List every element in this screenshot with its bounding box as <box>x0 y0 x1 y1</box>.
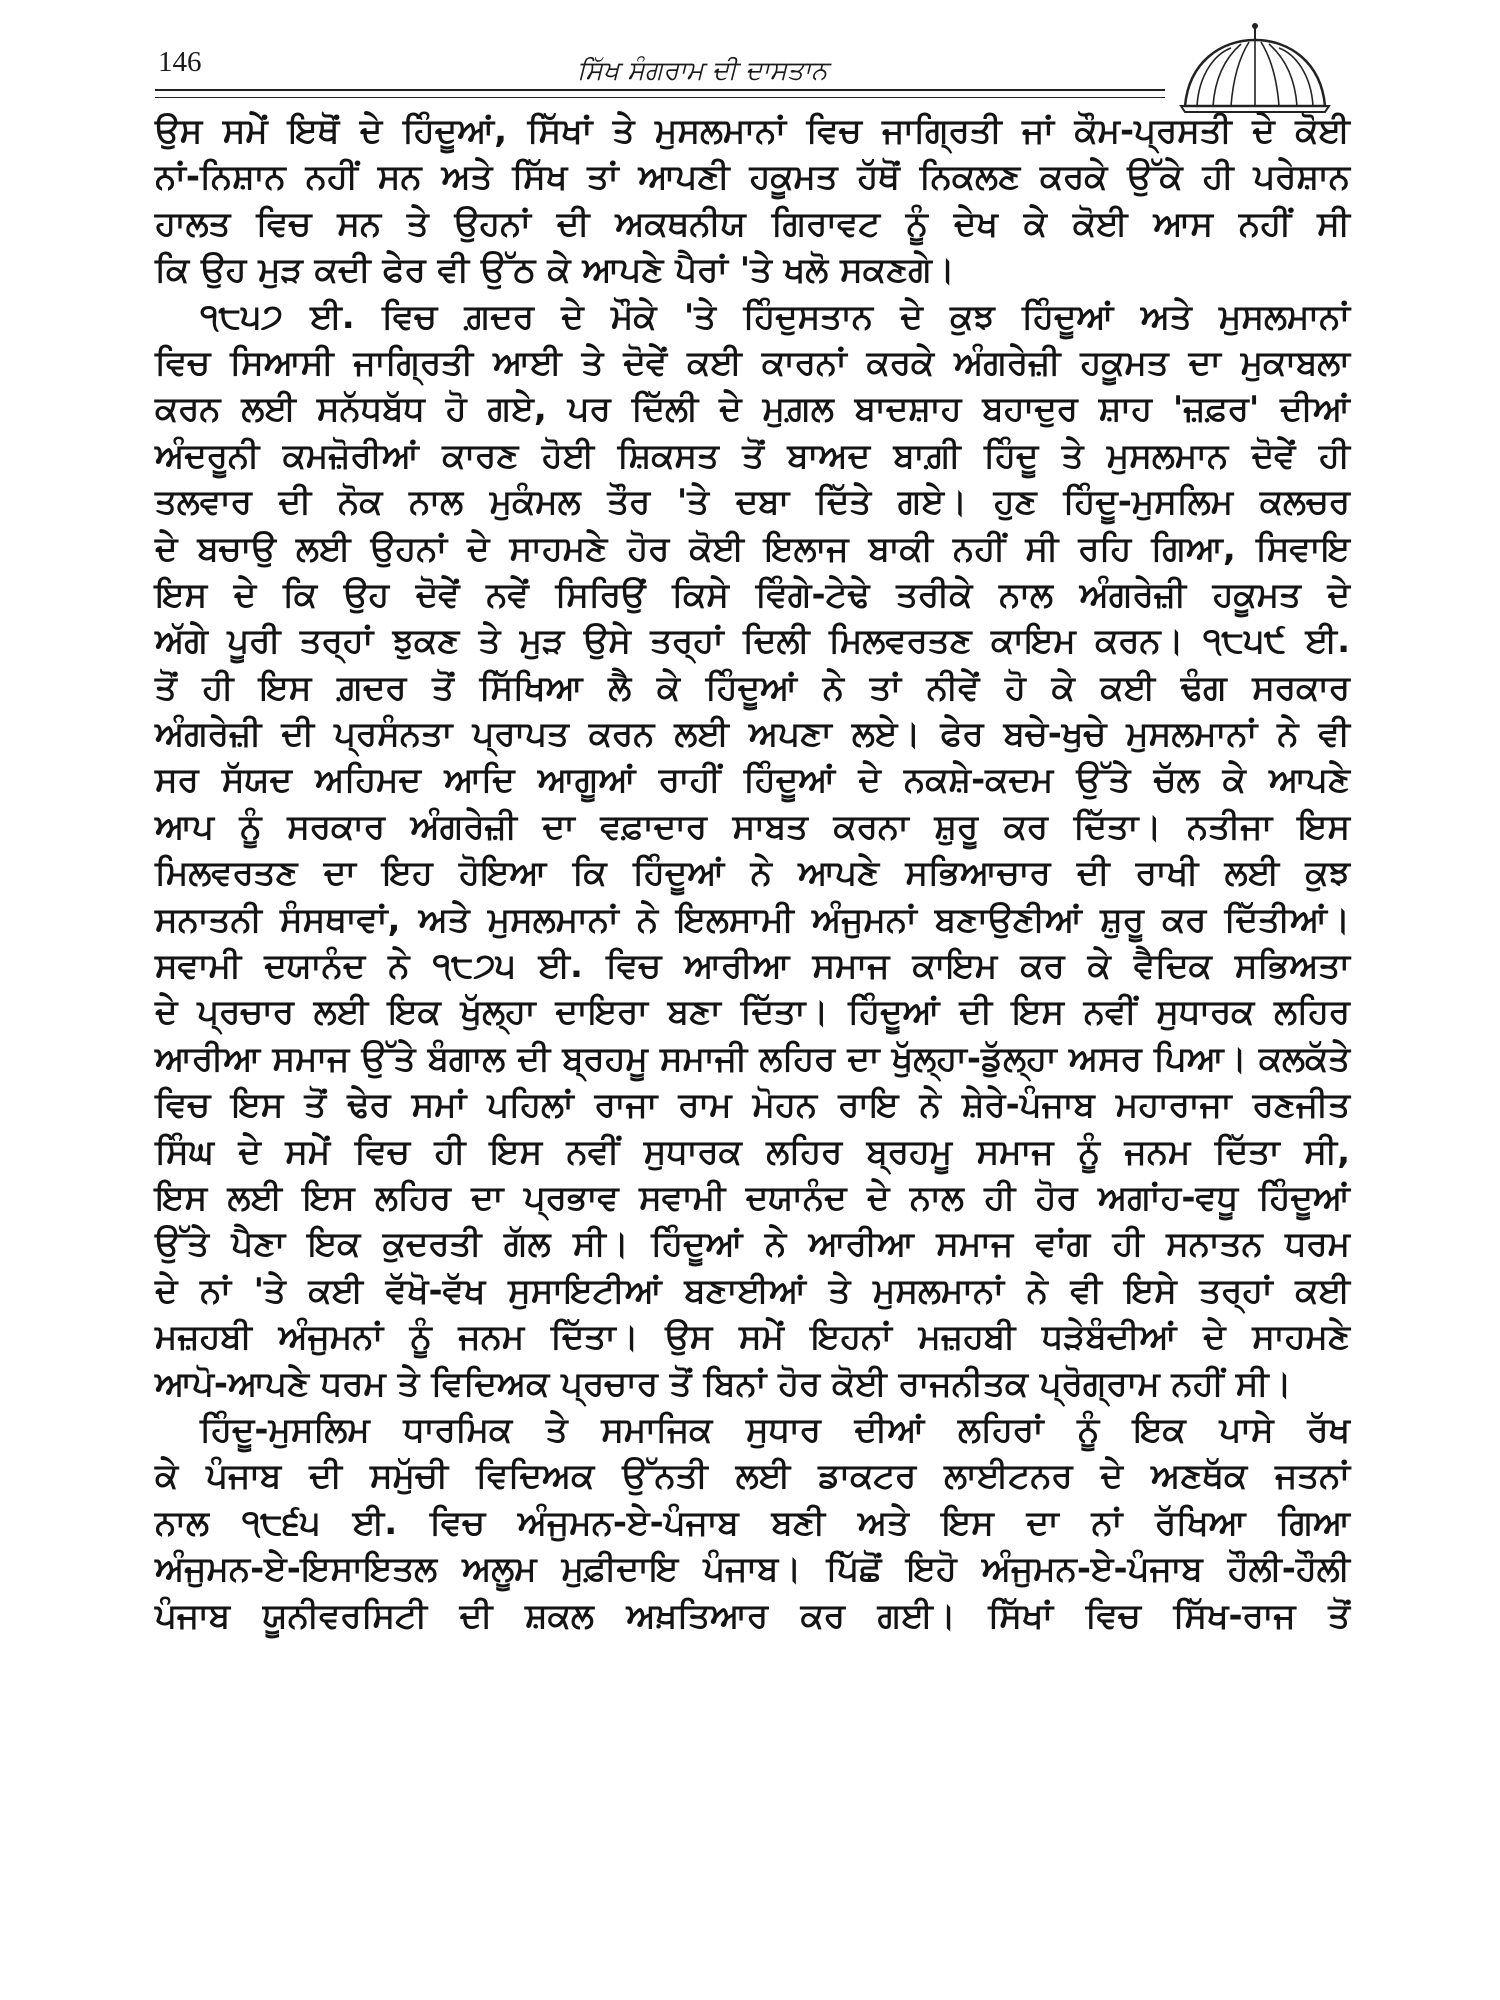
body-text <box>155 108 1350 1988</box>
text-line: ਅੰਗਰੇਜ਼ੀ ਦੀ ਪ੍ਰਸੰਨਤਾ ਪ੍ਰਾਪਤ ਕਰਨ ਲਈ ਅਪਣਾ ਲਏ। ਫੇਰ ਬਚੇ-ਖੁਚੇ ਮੁਸਲਮਾਨਾਂ ਨੇ ਵੀ <box>155 714 1350 755</box>
text-line: ਸਵਾਮੀ ਦਯਾਨੰਦ ਨੇ ੧੮੭੫ ਈ. ਵਿਚ ਆਰੀਆ ਸਮਾਜ ਕਾਇਮ ਕਰ ਕੇ ਵੈਦਿਕ ਸਭਿਅਤਾ <box>155 946 1350 987</box>
text-line: ਮਿਲਵਰਤਣ ਦਾ ਇਹ ਹੋਇਆ ਕਿ ਹਿੰਦੂਆਂ ਨੇ ਆਪਣੇ ਸਭਿਆਚਾਰ ਦੀ ਰਾਖੀ ਲਈ ਕੁਝ <box>155 853 1350 894</box>
text-line: ਦੇ ਪ੍ਰਚਾਰ ਲਈ ਇਕ ਖੁੱਲ੍ਹਾ ਦਾਇਰਾ ਬਣਾ ਦਿੱਤਾ। ਹਿੰਦੂਆਂ ਦੀ ਇਸ ਨਵੀਂ ਸੁਧਾਰਕ ਲਹਿਰ <box>155 992 1350 1033</box>
text-line: ਆਰੀਆ ਸਮਾਜ ਉੱਤੇ ਬੰਗਾਲ ਦੀ ਬ੍ਰਹਮੂ ਸਮਾਜੀ ਲਹਿਰ ਦਾ ਖੁੱਲ੍ਹਾ-ਡੁੱਲ੍ਹਾ ਅਸਰ ਪਿਆ। ਕਲਕੱਤੇ <box>155 1038 1350 1079</box>
text-line: ਦੇ ਨਾਂ 'ਤੇ ਕਈ ਵੱਖੋ-ਵੱਖ ਸੁਸਾਇਟੀਆਂ ਬਣਾਈਆਂ ਤੇ ਮੁਸਲਮਾਨਾਂ ਨੇ ਵੀ ਇਸੇ ਤਰ੍ਹਾਂ ਕਈ <box>155 1270 1350 1311</box>
page-header <box>155 36 1345 111</box>
text-line: ੧੮੫੭ ਈ. ਵਿਚ ਗ਼ਦਰ ਦੇ ਮੌਕੇ 'ਤੇ ਹਿੰਦੁਸਤਾਨ ਦੇ ਕੁਝ ਹਿੰਦੂਆਂ ਅਤੇ ਮੁਸਲਮਾਨਾਂ <box>200 296 1350 337</box>
header-rule <box>155 89 1165 91</box>
text-line: ਪੰਜਾਬ ਯੂਨੀਵਰਸਿਟੀ ਦੀ ਸ਼ਕਲ ਅਖ਼ਤਿਆਰ ਕਰ ਗਈ। ਸਿੱਖਾਂ ਵਿਚ ਸਿੱਖ-ਰਾਜ ਤੋਂ <box>155 1595 1350 1636</box>
text-line: ਉਸ ਸਮੇਂ ਇਥੋਂ ਦੇ ਹਿੰਦੂਆਂ, ਸਿੱਖਾਂ ਤੇ ਮੁਸਲਮਾਨਾਂ ਵਿਚ ਜਾਗ੍ਰਿਤੀ ਜਾਂ ਕੌਮ-ਪ੍ਰਸਤੀ ਦੇ ਕੋਈ <box>155 111 1350 151</box>
text-line: ਵਿਚ ਇਸ ਤੋਂ ਢੇਰ ਸਮਾਂ ਪਹਿਲਾਂ ਰਾਜਾ ਰਾਮ ਮੋਹਨ ਰਾਇ ਨੇ ਸ਼ੇਰੇ-ਪੰਜਾਬ ਮਹਾਰਾਜਾ ਰਣਜੀਤ <box>155 1085 1350 1126</box>
text-line: ਅੰਜੁਮਨ-ਏ-ਇਸਾਇਤਲ ਅਲੂਮ ਮੁਫ਼ੀਦਾਇ ਪੰਜਾਬ। ਪਿੱਛੋਂ ਇਹੋ ਅੰਜੁਮਨ-ਏ-ਪੰਜਾਬ ਹੌਲੀ-ਹੌਲੀ <box>155 1549 1350 1590</box>
text-line: ਇਸ ਦੇ ਕਿ ਉਹ ਦੋਵੇਂ ਨਵੇਂ ਸਿਰਿਉਂ ਕਿਸੇ ਵਿੰਗੇ-ਟੇਢੇ ਤਰੀਕੇ ਨਾਲ ਅੰਗਰੇਜ਼ੀ ਹਕੂਮਤ ਦੇ <box>155 574 1350 615</box>
text-line: ਹਾਲਤ ਵਿਚ ਸਨ ਤੇ ਉਹਨਾਂ ਦੀ ਅਕਥਨੀਯ ਗਿਰਾਵਟ ਨੂੰ ਦੇਖ ਕੇ ਕੋਈ ਆਸ ਨਹੀਂ ਸੀ <box>155 203 1350 244</box>
text-line: ਸਰ ਸੱਯਦ ਅਹਿਮਦ ਆਦਿ ਆਗੂਆਂ ਰਾਹੀਂ ਹਿੰਦੂਆਂ ਦੇ ਨਕਸ਼ੇ-ਕਦਮ ਉੱਤੇ ਚੱਲ ਕੇ ਆਪਣੇ <box>155 760 1350 801</box>
text-line: ਸਿੰਘ ਦੇ ਸਮੇਂ ਵਿਚ ਹੀ ਇਸ ਨਵੀਂ ਸੁਧਾਰਕ ਲਹਿਰ ਬ੍ਰਹਮੂ ਸਮਾਜ ਨੂੰ ਜਨਮ ਦਿੱਤਾ ਸੀ, <box>155 1131 1350 1172</box>
text-line: ਆਪ ਨੂੰ ਸਰਕਾਰ ਅੰਗਰੇਜ਼ੀ ਦਾ ਵਫ਼ਾਦਾਰ ਸਾਬਤ ਕਰਨਾ ਸ਼ੁਰੂ ਕਰ ਦਿੱਤਾ। ਨਤੀਜਾ ਇਸ <box>155 806 1350 847</box>
text-line: ਤੋਂ ਹੀ ਇਸ ਗ਼ਦਰ ਤੋਂ ਸਿੱਖਿਆ ਲੈ ਕੇ ਹਿੰਦੂਆਂ ਨੇ ਤਾਂ ਨੀਵੇਂ ਹੋ ਕੇ ਕਈ ਢੰਗ ਸਰਕਾਰ <box>155 667 1350 708</box>
text-line: ਤਲਵਾਰ ਦੀ ਨੋਕ ਨਾਲ ਮੁਕੰਮਲ ਤੌਰ 'ਤੇ ਦਬਾ ਦਿੱਤੇ ਗਏ। ਹੁਣ ਹਿੰਦੂ-ਮੁਸਲਿਮ ਕਲਚਰ <box>155 482 1350 523</box>
text-line: ਨਾਂ-ਨਿਸ਼ਾਨ ਨਹੀਂ ਸਨ ਅਤੇ ਸਿੱਖ ਤਾਂ ਆਪਣੀ ਹਕੂਮਤ ਹੱਥੋਂ ਨਿਕਲਣ ਕਰਕੇ ਉੱਕੇ ਹੀ ਪਰੇਸ਼ਾਨ <box>155 157 1350 198</box>
text-line: ਅੰਦਰੂਨੀ ਕਮਜ਼ੋਰੀਆਂ ਕਾਰਣ ਹੋਈ ਸ਼ਿਕਸਤ ਤੋਂ ਬਾਅਦ ਬਾਗ਼ੀ ਹਿੰਦੂ ਤੇ ਮੁਸਲਮਾਨ ਦੋਵੇਂ ਹੀ <box>155 435 1350 476</box>
text-line: ਕੇ ਪੰਜਾਬ ਦੀ ਸਮੁੱਚੀ ਵਿਦਿਅਕ ਉੱਨਤੀ ਲਈ ਡਾਕਟਰ ਲਾਈਟਨਰ ਦੇ ਅਣਥੱਕ ਜਤਨਾਂ <box>155 1456 1350 1497</box>
page-number: 146 <box>158 46 202 78</box>
text-line: ਆਪੋ-ਆਪਣੇ ਧਰਮ ਤੇ ਵਿਦਿਅਕ ਪ੍ਰਚਾਰ ਤੋਂ ਬਿਨਾਂ ਹੋਰ ਕੋਈ ਰਾਜਨੀਤਕ ਪ੍ਰੋਗ੍ਰਾਮ ਨਹੀਂ ਸੀ। <box>155 1363 1292 1404</box>
text-line: ਹਿੰਦੂ-ਮੁਸਲਿਮ ਧਾਰਮਿਕ ਤੇ ਸਮਾਜਿਕ ਸੁਧਾਰ ਦੀਆਂ ਲਹਿਰਾਂ ਨੂੰ ਇਕ ਪਾਸੇ ਰੱਖ <box>200 1409 1350 1450</box>
text-line: ਕਿ ਉਹ ਮੁੜ ਕਦੀ ਫੇਰ ਵੀ ਉੱਠ ਕੇ ਆਪਣੇ ਪੈਰਾਂ 'ਤੇ ਖਲੋ ਸਕਣਗੇ। <box>155 250 955 291</box>
text-line: ਅੱਗੇ ਪੂਰੀ ਤਰ੍ਹਾਂ ਝੁਕਣ ਤੇ ਮੁੜ ਉਸੇ ਤਰ੍ਹਾਂ ਦਿਲੀ ਮਿਲਵਰਤਣ ਕਾਇਮ ਕਰਨ। ੧੮੫੯ ਈ. <box>155 621 1350 662</box>
text-line: ਉੱਤੇ ਪੈਣਾ ਇਕ ਕੁਦਰਤੀ ਗੱਲ ਸੀ। ਹਿੰਦੂਆਂ ਨੇ ਆਰੀਆ ਸਮਾਜ ਵਾਂਗ ਹੀ ਸਨਾਤਨ ਧਰਮ <box>155 1224 1350 1265</box>
text-line: ਕਰਨ ਲਈ ਸਨੱਧਬੱਧ ਹੋ ਗਏ, ਪਰ ਦਿੱਲੀ ਦੇ ਮੁਗ਼ਲ ਬਾਦਸ਼ਾਹ ਬਹਾਦੁਰ ਸ਼ਾਹ 'ਜ਼ਫ਼ਰ' ਦੀਆਂ <box>155 389 1350 430</box>
header-rule-thin <box>155 97 1165 98</box>
dome-icon <box>1175 22 1335 118</box>
text-line: ਨਾਲ ੧੮੬੫ ਈ. ਵਿਚ ਅੰਜੁਮਨ-ਏ-ਪੰਜਾਬ ਬਣੀ ਅਤੇ ਇਸ ਦਾ ਨਾਂ ਰੱਖਿਆ ਗਿਆ <box>155 1502 1350 1543</box>
text-line: ਇਸ ਲਈ ਇਸ ਲਹਿਰ ਦਾ ਪ੍ਰਭਾਵ ਸਵਾਮੀ ਦਯਾਨੰਦ ਦੇ ਨਾਲ ਹੀ ਹੋਰ ਅਗਾਂਹ-ਵਧੂ ਹਿੰਦੂਆਂ <box>155 1177 1350 1218</box>
text-line: ਦੇ ਬਚਾਉ ਲਈ ਉਹਨਾਂ ਦੇ ਸਾਹਮਣੇ ਹੋਰ ਕੋਈ ਇਲਾਜ ਬਾਕੀ ਨਹੀਂ ਸੀ ਰਹਿ ਗਿਆ, ਸਿਵਾਇ <box>155 528 1350 569</box>
text-line: ਵਿਚ ਸਿਆਸੀ ਜਾਗ੍ਰਿਤੀ ਆਈ ਤੇ ਦੋਵੇਂ ਕਈ ਕਾਰਨਾਂ ਕਰਕੇ ਅੰਗਰੇਜ਼ੀ ਹਕੂਮਤ ਦਾ ਮੁਕਾਬਲਾ <box>155 342 1350 383</box>
text-line: ਸਨਾਤਨੀ ਸੰਸਥਾਵਾਂ, ਅਤੇ ਮੁਸਲਮਾਨਾਂ ਨੇ ਇਲਸਾਮੀ ਅੰਜੁਮਨਾਂ ਬਣਾਉਣੀਆਂ ਸ਼ੁਰੂ ਕਰ ਦਿੱਤੀਆਂ। <box>155 899 1350 940</box>
text-line: ਮਜ਼ਹਬੀ ਅੰਜੁਮਨਾਂ ਨੂੰ ਜਨਮ ਦਿੱਤਾ। ਉਸ ਸਮੇਂ ਇਹਨਾਂ ਮਜ਼ਹਬੀ ਧੜੇਬੰਦੀਆਂ ਦੇ ਸਾਹਮਣੇ <box>155 1317 1350 1358</box>
running-title: ਸਿੱਖ ਸੰਗਰਾਮ ਦੀ ਦਾਸਤਾਨ <box>577 56 828 86</box>
